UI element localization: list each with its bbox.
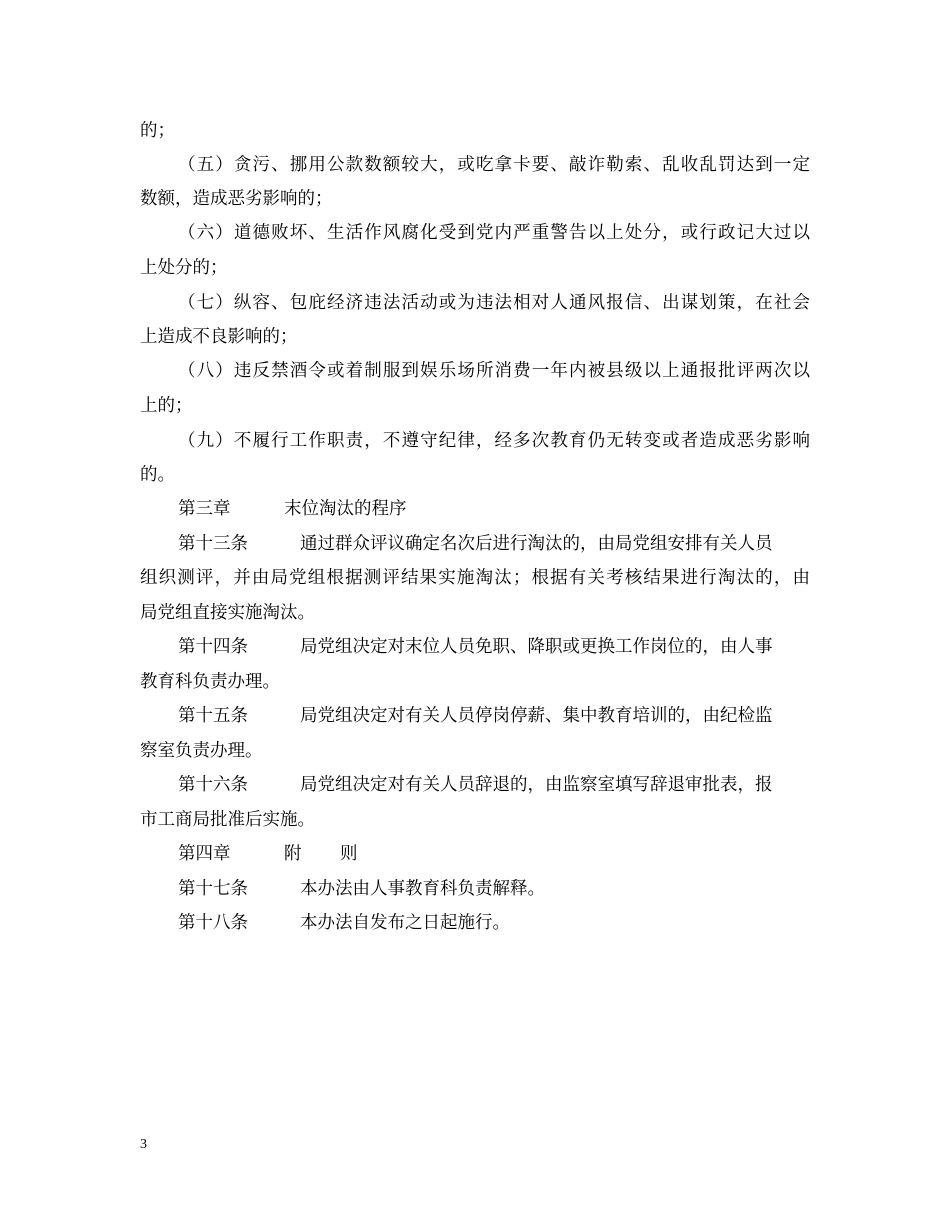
article-text: 局党组决定对有关人员辞退的，由监察室填写辞退审批表，报: [300, 775, 773, 795]
article-16: [178, 769, 810, 801]
article-label: 第十七条: [178, 879, 248, 899]
text-line: 的。: [140, 465, 175, 485]
article-label: 第十三条: [178, 534, 248, 554]
clause-seven: （七）纵容、包庇经济违法活动或为违法相对人通风报信、出谋划策，在社会: [178, 293, 810, 313]
article-13: [178, 528, 810, 560]
clause-five: （五）贪污、挪用公款数额较大，或吃拿卡要、敲诈勒索、乱收乱罚达到一定: [178, 155, 810, 175]
chapter-title: 则: [340, 844, 358, 864]
chapter-label: 第四章: [178, 844, 231, 864]
chapter-four-heading: [178, 838, 810, 870]
chapter-title: 附: [284, 844, 302, 864]
article-text: 本办法自发布之日起施行。: [300, 913, 510, 933]
text-line: 的；: [140, 121, 175, 141]
chapter-title: 末位淘汰的程序: [284, 499, 407, 519]
article-18: [178, 907, 810, 939]
article-14: [178, 631, 810, 663]
text-line: 数额，造成恶劣影响的；: [140, 189, 333, 209]
article-text: 本办法由人事教育科负责解释。: [300, 879, 545, 899]
article-text: 通过群众评议确定名次后进行淘汰的，由局党组安排有关人员: [300, 534, 773, 554]
text-line: 上处分的；: [140, 258, 228, 278]
text-line: 组织测评，并由局党组根据测评结果实施淘汰；根据有关考核结果进行淘汰的，由: [140, 568, 810, 588]
page-number: 3: [140, 1137, 147, 1152]
text-line: 市工商局批准后实施。: [140, 810, 315, 830]
article-text: 局党组决定对末位人员免职、降职或更换工作岗位的，由人事: [300, 637, 773, 657]
text-line: 察室负责办理。: [140, 741, 263, 761]
text-line: 教育科负责办理。: [140, 672, 280, 692]
article-label: 第十四条: [178, 637, 248, 657]
text-line: 局党组直接实施淘汰。: [140, 603, 315, 623]
clause-eight: （八）违反禁酒令或着制服到娱乐场所消费一年内被县级以上通报批评两次以: [178, 361, 810, 381]
text-line: 上造成不良影响的；: [140, 327, 298, 347]
chapter-label: 第三章: [178, 499, 231, 519]
chapter-three-heading: [178, 493, 810, 525]
article-label: 第十六条: [178, 775, 248, 795]
article-15: [178, 700, 810, 732]
article-17: [178, 873, 810, 905]
text-line: 上的；: [140, 396, 193, 416]
article-label: 第十五条: [178, 706, 248, 726]
clause-nine: （九）不履行工作职责，不遵守纪律，经多次教育仍无转变或者造成恶劣影响: [178, 431, 810, 451]
article-label: 第十八条: [178, 913, 248, 933]
clause-six: （六）道德败坏、生活作风腐化受到党内严重警告以上处分，或行政记大过以: [178, 223, 810, 243]
article-text: 局党组决定对有关人员停岗停薪、集中教育培训的，由纪检监: [300, 706, 773, 726]
